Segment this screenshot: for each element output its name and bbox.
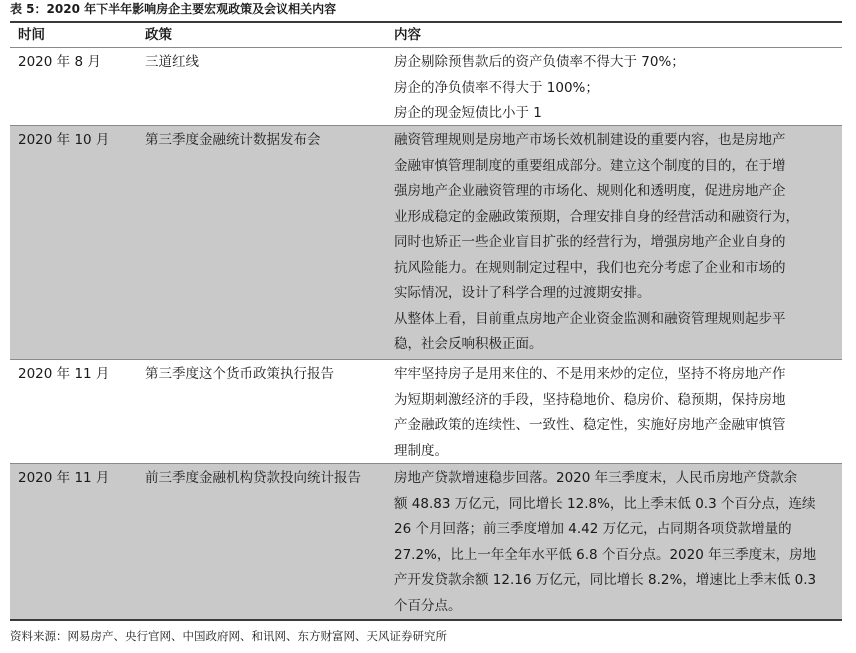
content-line: 业形成稳定的金融政策预期，合理安排自身的经营活动和融资行为， (394, 208, 799, 225)
row-time-text: 2020 年 11 月 (18, 366, 110, 382)
content-line: 房企剔除预售款后的资产负债率不得大于 70%； (394, 54, 685, 70)
content-line: 强房地产企业融资管理的市场化、规则化和透明度，促进房地产企 (394, 183, 786, 199)
content-line: 房企的现金短债比小于 1 (394, 105, 542, 121)
content-line: 理制度。 (394, 442, 448, 459)
content-line: 27.2%，比上一年全年水平低 6.8 个百分点。2020 年三季度末，房地 (394, 546, 817, 563)
content-line: 产开发贷款余额 12.16 万亿元，同比增长 8.2%，增速比上季末低 0.3 (394, 572, 817, 588)
content-line: 融资管理规则是房地产市场长效机制建设的重要内容，也是房地产 (394, 132, 786, 148)
row-policy-text: 第三季度金融统计数据发布会 (145, 132, 321, 148)
row-time (10, 464, 137, 619)
content-line: 抗风险能力。在规则制定过程中，我们也充分考虑了企业和市场的 (394, 259, 786, 276)
policy-table (10, 21, 842, 621)
row-content (386, 126, 842, 359)
row-time (10, 360, 137, 463)
content-line: 实际情况，设计了科学合理的过渡期安排。 (394, 285, 651, 301)
row-policy-text: 三道红线 (145, 54, 199, 70)
content-line: 产金融政策的连续性、一致性、稳定性，实施好房地产金融审慎管 (394, 417, 786, 433)
content-line: 为短期刺激经济的手段，坚持稳地价、稳房价、稳预期，保持房地 (394, 391, 786, 408)
content-line: 从整体上看，目前重点房地产企业资金监测和融资管理规则起步平 (394, 310, 786, 327)
table-row (10, 47, 842, 125)
content-line: 房地产贷款增速稳步回落。2020 年三季度末，人民币房地产贷款余 (394, 470, 798, 486)
row-content (386, 360, 842, 463)
row-policy-text: 前三季度金融机构贷款投向统计报告 (145, 470, 361, 486)
content-line: 个百分点。 (394, 597, 462, 614)
table-row (10, 125, 842, 359)
header-policy: 政策 (145, 27, 172, 43)
source-note: 资料来源：网易房产、央行官网、中国政府网、和讯网、东方财富网、天风证券研究所 (10, 629, 447, 643)
header-time: 时间 (18, 27, 45, 43)
row-policy (137, 464, 386, 619)
row-content (386, 464, 842, 619)
content-line: 金融审慎管理制度的重要组成部分。建立这个制度的目的，在于增 (394, 157, 786, 174)
content-line: 房企的净负债率不得大于 100%； (394, 79, 599, 96)
row-policy-text: 第三季度这个货币政策执行报告 (145, 366, 334, 382)
content-line: 同时也矫正一些企业盲目扩张的经营行为，增强房地产企业自身的 (394, 234, 786, 250)
row-time (10, 126, 137, 359)
table-row (10, 359, 842, 463)
row-policy (137, 126, 386, 359)
row-time-text: 2020 年 11 月 (18, 470, 110, 486)
row-content (386, 48, 842, 125)
content-line: 牢牢坚持房子是用来住的、不是用来炒的定位，坚持不将房地产作 (394, 366, 786, 382)
row-time (10, 48, 137, 125)
content-line: 26 个月回落；前三季度增加 4.42 万亿元，占同期各项贷款增量的 (394, 521, 792, 537)
content-line: 稳，社会反响积极正面。 (394, 336, 543, 352)
row-time-text: 2020 年 10 月 (18, 132, 110, 148)
content-line: 额 48.83 万亿元，同比增长 12.8%，比上季末低 0.3 个百分点，连续 (394, 495, 816, 512)
header-content: 内容 (394, 27, 421, 43)
table-caption: 表 5：2020 年下半年影响房企主要宏观政策及会议相关内容 (10, 2, 337, 16)
row-policy (137, 48, 386, 125)
row-time-text: 2020 年 8 月 (18, 54, 101, 70)
table-row (10, 463, 842, 619)
table-header-row (10, 23, 842, 47)
row-policy (137, 360, 386, 463)
